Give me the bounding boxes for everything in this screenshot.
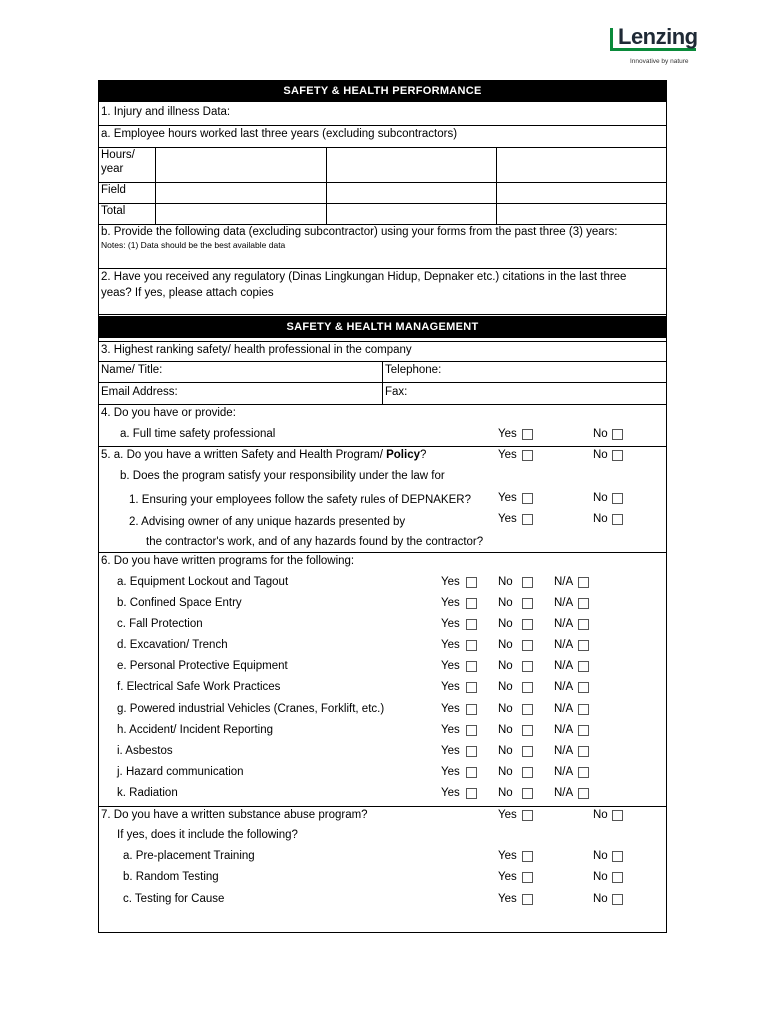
no-label: No [593, 809, 608, 821]
yes-checkbox[interactable] [466, 682, 477, 693]
no-label: No [593, 428, 608, 440]
divider [98, 404, 667, 405]
table-divider [155, 147, 156, 224]
na-checkbox[interactable] [578, 577, 589, 588]
na-checkbox[interactable] [578, 704, 589, 715]
yes-checkbox[interactable] [522, 429, 533, 440]
no-checkbox[interactable] [522, 704, 533, 715]
program-label: h. Accident/ Incident Reporting [117, 724, 273, 736]
q7-subtext: If yes, does it include the following? [117, 829, 298, 841]
yes-label: Yes [498, 492, 517, 504]
note-text: Notes: (1) Data should be the best available data [101, 240, 286, 250]
divider [98, 182, 667, 183]
no-checkbox[interactable] [522, 598, 533, 609]
no-label: No [593, 449, 608, 461]
program-label: j. Hazard communication [117, 766, 244, 778]
yes-label: Yes [498, 428, 517, 440]
q7b-text: b. Random Testing [123, 871, 219, 883]
program-label: e. Personal Protective Equipment [117, 660, 288, 672]
no-label: No [498, 618, 513, 630]
no-checkbox[interactable] [522, 725, 533, 736]
logo-tagline: Innovative by nature [630, 58, 689, 65]
divider [98, 446, 667, 447]
na-label: N/A [554, 745, 574, 757]
no-checkbox[interactable] [522, 640, 533, 651]
no-label: No [593, 850, 608, 862]
hours-label-line1: Hours/ [101, 149, 135, 161]
na-checkbox[interactable] [578, 661, 589, 672]
yes-checkbox[interactable] [522, 810, 533, 821]
no-checkbox[interactable] [612, 493, 623, 504]
q5a-bold: Policy [386, 449, 420, 461]
na-label: N/A [554, 787, 574, 799]
divider [98, 147, 667, 148]
yes-label: Yes [498, 850, 517, 862]
no-label: No [593, 893, 608, 905]
q5a-text [101, 448, 426, 462]
program-label: k. Radiation [117, 787, 178, 799]
no-label: No [498, 597, 513, 609]
na-label: N/A [554, 597, 574, 609]
yes-label: Yes [441, 639, 460, 651]
q7c-text: c. Testing for Cause [123, 893, 225, 905]
yes-checkbox[interactable] [522, 872, 533, 883]
yes-checkbox[interactable] [522, 493, 533, 504]
yes-checkbox[interactable] [466, 577, 477, 588]
no-checkbox[interactable] [522, 682, 533, 693]
yes-checkbox[interactable] [522, 894, 533, 905]
no-label: No [593, 492, 608, 504]
q1b-text: b. Provide the following data (excluding subcontractor) using your forms from the past three (3) years: [101, 226, 618, 238]
yes-checkbox[interactable] [466, 640, 477, 651]
divider [98, 203, 667, 204]
yes-label: Yes [441, 597, 460, 609]
program-label: b. Confined Space Entry [117, 597, 242, 609]
divider [98, 314, 667, 315]
na-label: N/A [554, 618, 574, 630]
no-checkbox[interactable] [612, 872, 623, 883]
program-label: a. Equipment Lockout and Tagout [117, 576, 289, 588]
telephone-label: Telephone: [385, 364, 442, 376]
no-checkbox[interactable] [612, 450, 623, 461]
q5b-text: b. Does the program satisfy your responsibility under the law for [120, 470, 445, 482]
no-label: No [498, 766, 513, 778]
hours-label-line2: year [101, 163, 124, 175]
na-checkbox[interactable] [578, 682, 589, 693]
q2-line1: 2. Have you received any regulatory (Dinas Lingkungan Hidup, Depnaker etc.) citations in the last three [101, 271, 627, 283]
divider [98, 382, 667, 383]
no-label: No [498, 703, 513, 715]
performance-header: SAFETY & HEALTH PERFORMANCE [98, 80, 667, 102]
q5b2-line2: the contractor's work, and of any hazards found by the contractor? [146, 536, 484, 548]
q5b1-text: 1. Ensuring your employees follow the safety rules of DEPNAKER? [129, 494, 471, 506]
q5a-post: ? [420, 449, 427, 461]
q1-text: 1. Injury and illness Data: [101, 106, 231, 118]
divider [98, 125, 667, 126]
no-label: No [498, 745, 513, 757]
no-checkbox[interactable] [522, 661, 533, 672]
yes-checkbox[interactable] [466, 598, 477, 609]
yes-checkbox[interactable] [466, 746, 477, 757]
q3-text: 3. Highest ranking safety/ health professional in the company [101, 344, 412, 356]
program-label: c. Fall Protection [117, 618, 203, 630]
fax-label: Fax: [385, 386, 408, 398]
na-label: N/A [554, 766, 574, 778]
yes-label: Yes [498, 449, 517, 461]
yes-checkbox[interactable] [466, 725, 477, 736]
divider [98, 341, 667, 342]
na-checkbox[interactable] [578, 598, 589, 609]
program-label: i. Asbestos [117, 745, 173, 757]
no-label: No [498, 576, 513, 588]
program-label: f. Electrical Safe Work Practices [117, 681, 281, 693]
logo-bar [610, 28, 613, 48]
no-checkbox[interactable] [522, 577, 533, 588]
na-label: N/A [554, 576, 574, 588]
field-label: Field [101, 184, 126, 196]
no-checkbox[interactable] [612, 851, 623, 862]
q7a-text: a. Pre-placement Training [123, 850, 255, 862]
yes-label: Yes [441, 787, 460, 799]
yes-checkbox[interactable] [466, 788, 477, 799]
q4-text: 4. Do you have or provide: [101, 407, 236, 419]
no-label: No [498, 787, 513, 799]
table-divider [496, 147, 497, 224]
yes-checkbox[interactable] [522, 851, 533, 862]
program-label: d. Excavation/ Trench [117, 639, 228, 651]
yes-label: Yes [441, 660, 460, 672]
email-label: Email Address: [101, 386, 178, 398]
na-checkbox[interactable] [578, 767, 589, 778]
no-checkbox[interactable] [522, 746, 533, 757]
name-title-label: Name/ Title: [101, 364, 163, 376]
divider [98, 806, 667, 807]
q7-text: 7. Do you have a written substance abuse program? [101, 809, 368, 821]
logo-wordmark: Lenzing [618, 24, 698, 49]
company-logo [606, 24, 698, 70]
yes-label: Yes [441, 681, 460, 693]
q4a-text: a. Full time safety professional [120, 428, 276, 440]
na-label: N/A [554, 703, 574, 715]
divider [98, 552, 667, 553]
no-checkbox[interactable] [522, 767, 533, 778]
na-checkbox[interactable] [578, 788, 589, 799]
na-checkbox[interactable] [578, 746, 589, 757]
na-label: N/A [554, 660, 574, 672]
divider [98, 268, 667, 269]
q5b2-line1: 2. Advising owner of any unique hazards presented by [129, 516, 406, 528]
no-label: No [593, 871, 608, 883]
no-label: No [498, 660, 513, 672]
yes-label: Yes [498, 893, 517, 905]
na-checkbox[interactable] [578, 640, 589, 651]
yes-label: Yes [498, 513, 517, 525]
na-label: N/A [554, 639, 574, 651]
yes-label: Yes [441, 703, 460, 715]
yes-label: Yes [498, 809, 517, 821]
no-label: No [498, 639, 513, 651]
yes-label: Yes [441, 576, 460, 588]
no-label: No [498, 724, 513, 736]
yes-label: Yes [441, 766, 460, 778]
total-label: Total [101, 205, 126, 217]
yes-checkbox[interactable] [466, 767, 477, 778]
q1a-text: a. Employee hours worked last three years (excluding subcontractors) [101, 128, 458, 140]
q2-line2: yeas? If yes, please attach copies [101, 287, 274, 299]
yes-checkbox[interactable] [522, 450, 533, 461]
yes-checkbox[interactable] [466, 704, 477, 715]
yes-label: Yes [441, 745, 460, 757]
yes-label: Yes [498, 871, 517, 883]
na-label: N/A [554, 681, 574, 693]
q5a-pre: 5. a. Do you have a written Safety and Health Program/ [101, 449, 387, 461]
no-checkbox[interactable] [612, 429, 623, 440]
na-label: N/A [554, 724, 574, 736]
no-checkbox[interactable] [522, 788, 533, 799]
na-checkbox[interactable] [578, 725, 589, 736]
program-label: g. Powered industrial Vehicles (Cranes, Forklift, etc.) [117, 703, 385, 715]
q6-text: 6. Do you have written programs for the following: [101, 555, 355, 567]
yes-checkbox[interactable] [466, 619, 477, 630]
yes-label: Yes [441, 618, 460, 630]
management-header: SAFETY & HEALTH MANAGEMENT [98, 316, 667, 338]
yes-label: Yes [441, 724, 460, 736]
yes-checkbox[interactable] [522, 514, 533, 525]
no-label: No [498, 681, 513, 693]
yes-checkbox[interactable] [466, 661, 477, 672]
no-checkbox[interactable] [612, 810, 623, 821]
no-label: No [593, 513, 608, 525]
no-checkbox[interactable] [522, 619, 533, 630]
no-checkbox[interactable] [612, 894, 623, 905]
table-divider [326, 147, 327, 224]
na-checkbox[interactable] [578, 619, 589, 630]
no-checkbox[interactable] [612, 514, 623, 525]
